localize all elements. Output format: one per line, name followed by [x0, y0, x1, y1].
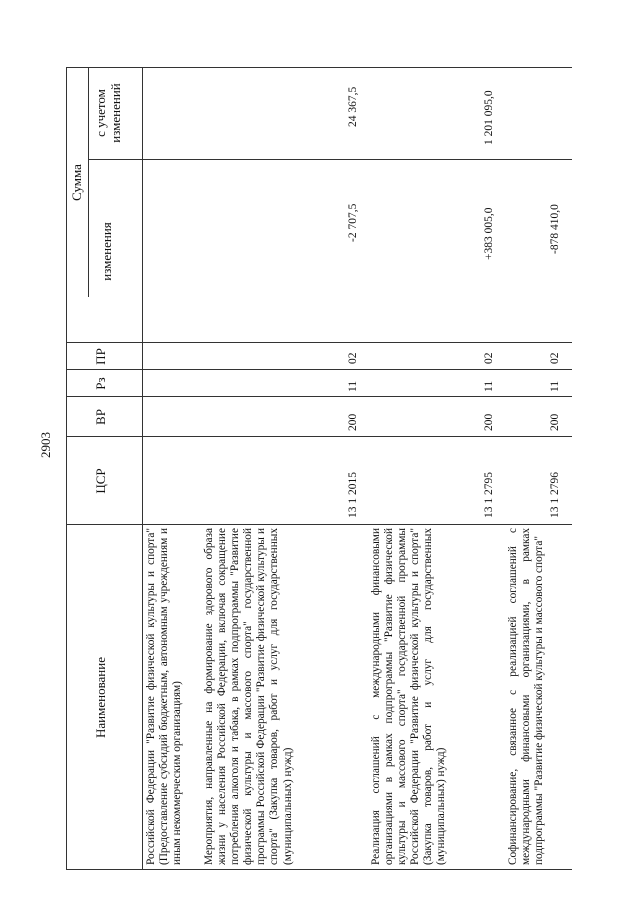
col-divider-vr	[66, 396, 572, 397]
row-1-rz: 11	[347, 380, 359, 392]
row-2-change: +383 005,0	[483, 207, 495, 260]
header-csr: ЦСР	[93, 468, 108, 494]
header-sum: Сумма	[69, 164, 84, 201]
page-number: 2903	[38, 432, 53, 458]
row-2-pr: 02	[483, 352, 495, 364]
row-1-vr: 200	[347, 413, 359, 431]
row-3-rz: 11	[549, 380, 561, 392]
header-name: Наименование	[93, 657, 108, 738]
row-2-csr: 13 1 2795	[483, 472, 495, 518]
col-divider-rz	[66, 369, 572, 370]
header-rz: Рз	[93, 377, 108, 390]
header-changes: изменения	[99, 222, 114, 281]
col-divider-pr	[66, 342, 572, 343]
col-divider-name	[66, 524, 572, 525]
row-2-total: 1 201 095,0	[483, 90, 495, 145]
row-2-rz: 11	[483, 380, 495, 392]
row-2-name: Реализация соглашений с международными финансовыми организациями в рамках подпрограммы "Развитие физической культуры и массового спорта" государственной программы Российской Федерации "Развитие физической культуры и спорта" (Закупка товаров, работ и услуг для государственных (муниципальных) нужд)	[370, 528, 448, 865]
header-pr: ПР	[93, 348, 108, 365]
budget-table	[66, 68, 572, 905]
sum-header-divider	[88, 68, 89, 297]
table-border-right	[66, 67, 572, 68]
header-with-changes: с учетом изменений	[93, 83, 123, 143]
table-border-left	[66, 869, 572, 870]
row-1-csr: 13 1 2015	[347, 472, 359, 518]
row-1-total: 24 367,5	[347, 86, 359, 127]
row-0-name: Российской Федерации "Развитие физической культуры и спорта" (Предоставление субсидий бюджетным, автономным учреждениям и иным некоммерческим организациям)	[145, 528, 184, 865]
row-3-name: Софинансирование, связанное с реализацией соглашений с международными финансовыми организациями, в рамках подпрограммы "Развитие физической культуры и массового спорта"	[507, 528, 546, 865]
row-3-change: -878 410,0	[549, 204, 561, 254]
col-divider-sum	[88, 159, 572, 160]
row-1-change: -2 707,5	[347, 203, 359, 242]
header-bottom-line	[142, 68, 143, 870]
header-vr: ВР	[93, 409, 108, 425]
row-3-vr: 200	[549, 413, 561, 431]
row-1-name: Мероприятия, направленные на формирование здорового образа жизни у населения Российской Федерации, включая сокращение потребления алкоголя и табака, в рамках подпрограммы "Развитие физической культуры и массового спорта" государственной программы Российской Федерации "Развитие физической культуры и спорта" (Закупка товаров, работ и услуг для государственных (муниципальных) нужд)	[203, 528, 294, 865]
table-border-top	[66, 68, 67, 870]
row-1-pr: 02	[347, 352, 359, 364]
row-3-csr: 13 1 2796	[549, 472, 561, 518]
row-2-vr: 200	[483, 413, 495, 431]
row-3-pr: 02	[549, 352, 561, 364]
col-divider-csr	[66, 436, 572, 437]
